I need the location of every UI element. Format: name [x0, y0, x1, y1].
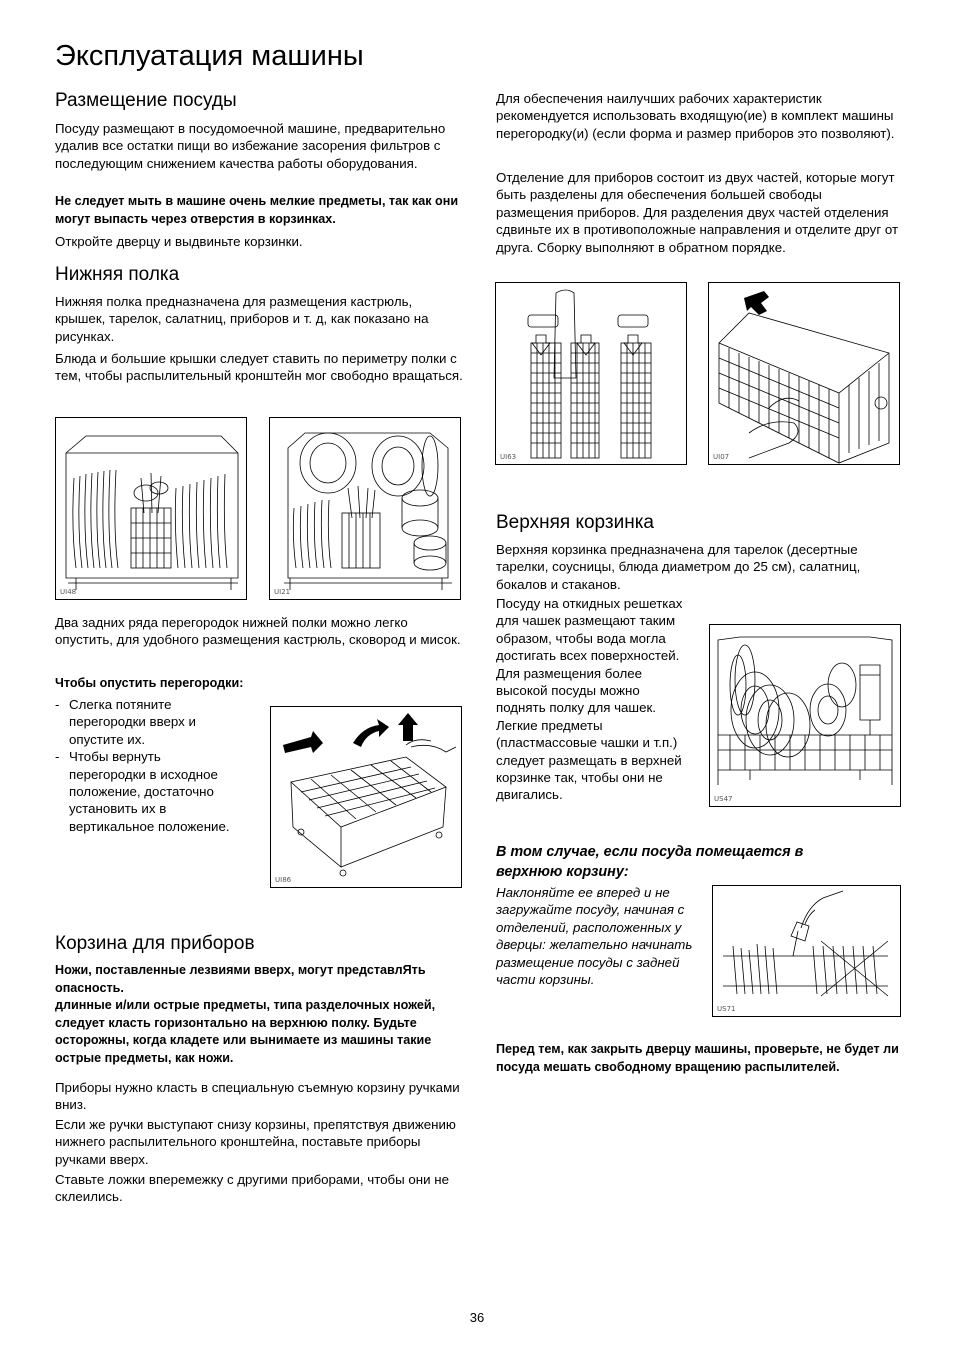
lower-rack-heading: Нижняя полка: [55, 264, 180, 285]
loading-direction-illustration: [713, 886, 900, 1016]
lower-rack-pots-illustration: [270, 418, 460, 599]
placement-open-door: Откройте дверцу и выдвиньте корзинки.: [55, 234, 303, 249]
figure-lower-rack-plates: [55, 417, 247, 600]
figure-loading-direction: [712, 885, 901, 1017]
figure-label: US47: [714, 795, 733, 803]
cutlery-text-2: Если же ручки выступают снизу корзины, препятствуя движению нижнего распылительного кронштейна, поставьте приборы ручками вверх.: [55, 1117, 456, 1167]
cutlery-basket-split-illustration: [496, 283, 686, 464]
cutlery-warning-2: длинные и/или острые предметы, типа разделочных ножей, следует класть горизонтально на верхнюю полку. Будьте осторожны, когда кладете или вынимаете из машины такие острые предметы, как ножи.: [55, 998, 436, 1065]
placement-warning: Не следует мыть в машине очень мелкие предметы, так как они могут выпасть через отверстия в корзинках.: [55, 194, 459, 226]
cutlery-warning-1: Ножи, поставленные лезвиями вверх, могут представлЯть опасность.: [55, 963, 426, 995]
figure-upper-basket: [709, 624, 901, 807]
page-number: 36: [469, 1310, 485, 1325]
figure-cutlery-basket-hand: [708, 282, 900, 465]
final-warning: Перед тем, как закрыть дверцу машины, проверьте, не будет ли посуда мешать свободному вращению распылителей.: [496, 1042, 899, 1074]
folding-partitions-illustration: [271, 707, 461, 887]
page-title: Эксплуатация машины: [55, 40, 364, 72]
cutlery-text-1: Приборы нужно класть в специальную съемную корзину ручками вниз.: [55, 1080, 460, 1113]
cutlery-basket-hand-illustration: [709, 283, 899, 464]
figure-lower-rack-pots: [269, 417, 461, 600]
figure-label: UI48: [60, 588, 77, 596]
upper-basket-heading: Верхняя корзинка: [496, 512, 655, 533]
upper-basket-text-2: Посуду на откидных решетках для чашек размещают таким образом, чтобы вода могла достигать всех поверхностей. Для размещения более высокой посуды можно поднять полку для чашек. Легкие предметы (пластмассовые чашки и т.п.) следует размещать в верхней корзинке так, чтобы они не двигались.: [496, 596, 683, 803]
cutlery-heading: Корзина для приборов: [55, 933, 255, 954]
upper-basket-case-heading: В том случае, если посуда помещается в верхнюю корзину:: [496, 844, 804, 880]
placement-heading: Размещение посуды: [55, 90, 237, 111]
partitions-step-2: - Чтобы вернуть перегородки в исходное положение, достаточно установить их в вертикальное положение.: [55, 748, 230, 835]
figure-label: UI86: [275, 876, 292, 884]
partitions-step-1: - Слегка потяните перегородки вверх и опустите их.: [55, 696, 230, 748]
lower-rack-text-2: Блюда и большие крышки следует ставить по периметру полки с тем, чтобы распылительный кронштейн мог свободно вращаться.: [55, 351, 463, 384]
lower-rack-partitions-text: Два задних ряда перегородок нижней полки можно легко опустить, для удобного размещения кастрюль, сковород и мисок.: [55, 615, 461, 648]
cutlery-partition-text: Для обеспечения наилучших рабочих характеристик рекомендуется использовать входящую(ие) в комплект машины перегородку(и) (если форма и размер приборов это позволяют).: [496, 91, 895, 141]
placement-text: Посуду размещают в посудомоечной машине, предварительно удалив все остатки пищи во избежание засорения фильтров с последующим снижением качества работы оборудования.: [55, 121, 446, 171]
cutlery-compartment-text: Отделение для приборов состоит из двух частей, которые могут быть разделены для обеспечения большей свободы размещения приборов. Для разделения двух частей отделения сдвиньте их в противоположные направления и отделите друг от друга. Сборку выполняют в обратном порядке.: [496, 170, 899, 255]
partitions-sub-heading: Чтобы опустить перегородки:: [55, 676, 244, 690]
partitions-steps-list: [55, 696, 230, 835]
cutlery-text-3: Ставьте ложки вперемежку с другими приборами, чтобы они не склеились.: [55, 1172, 449, 1205]
upper-basket-case-text: Наклоняйте ее вперед и не загружайте посуду, начиная с отделений, расположенных у дверцы: желательно начинать размещение посуды с задней части корзины.: [496, 885, 693, 988]
upper-basket-illustration: [710, 625, 900, 806]
figure-folding-partitions: [270, 706, 462, 888]
figure-label: UI63: [500, 453, 517, 461]
figure-label: UI07: [713, 453, 730, 461]
lower-rack-plates-illustration: [56, 418, 246, 599]
figure-cutlery-basket-split: [495, 282, 687, 465]
figure-label: US71: [717, 1005, 736, 1013]
lower-rack-text: Нижняя полка предназначена для размещения кастрюль, крышек, тарелок, салатниц, приборов и т. д, как показано на рисунках.: [55, 294, 429, 344]
figure-label: UI21: [274, 588, 291, 596]
upper-basket-text: Верхняя корзинка предназначена для тарелок (десертные тарелки, соусницы, блюда диаметром до 25 см), салатниц, бокалов и стаканов.: [496, 542, 861, 592]
